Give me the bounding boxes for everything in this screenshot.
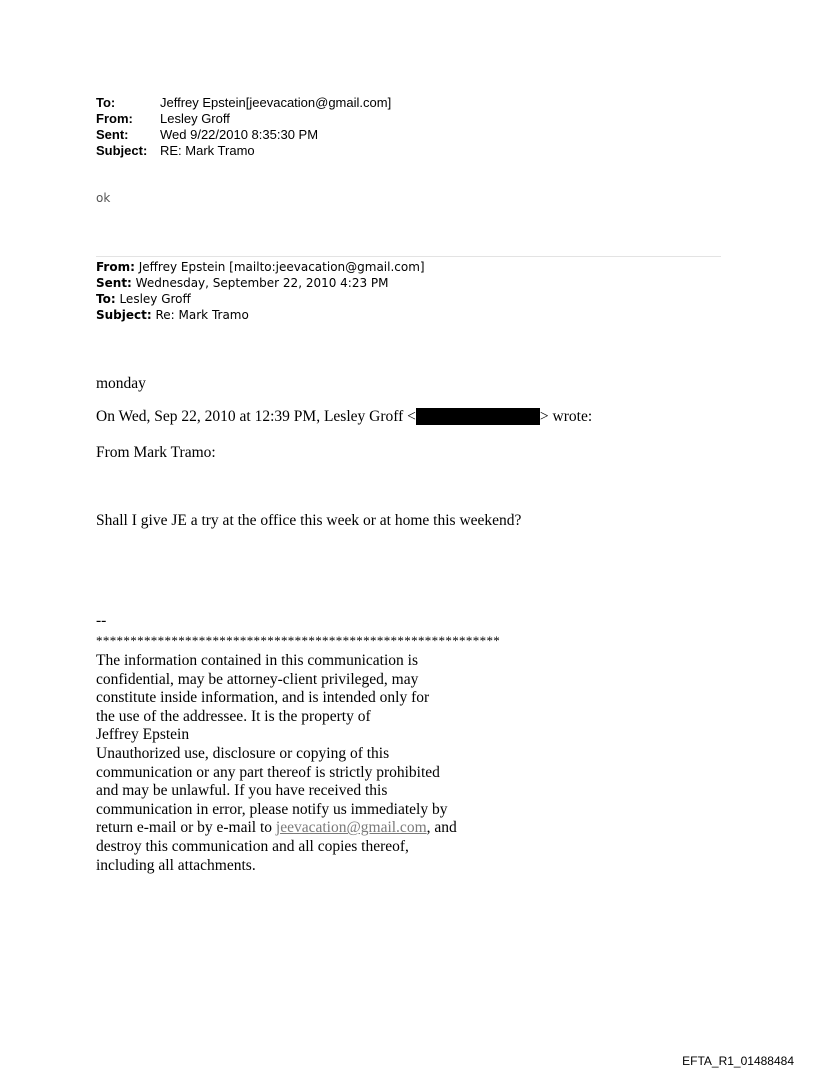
disclaimer-line: constitute inside information, and is intended only for [96,689,430,707]
confidentiality-disclaimer [96,652,496,875]
quote-divider [96,256,721,257]
signature-stars: *********************************************************** [96,633,501,648]
from-value: Lesley Groff [160,111,230,126]
disclaimer-line: Unauthorized use, disclosure or copying of this [96,744,390,762]
quoted-from-label: From: [96,260,135,274]
redaction-box [416,408,540,425]
quoted-sent-label: Sent: [96,276,132,290]
quoted-sent-row [96,275,425,291]
disclaimer-line: confidential, may be attorney-client privileged, may [96,670,419,688]
from-label: From: [96,111,133,126]
to-value: Jeffrey Epstein[jeevacation@gmail.com] [160,95,392,110]
email-link[interactable]: jeevacation@gmail.com [275,819,427,837]
signature-dashes: -- [96,612,107,629]
disclaimer-line: communication in error, please notify us immediately by [96,800,448,818]
quoted-to-label: To: [96,292,116,306]
disclaimer-line: The information contained in this communication is [96,652,418,669]
disclaimer-line: and may be unlawful. If you have received this [96,782,388,800]
disclaimer-line: including all attachments. [96,856,256,874]
disclaimer-line: communication or any part thereof is strictly prohibited [96,763,440,781]
question-line: Shall I give JE a try at the office this week or at home this weekend? [96,512,522,529]
disclaimer-line: the use of the addressee. It is the property of [96,707,371,725]
bates-number: EFTA_R1_01488484 [682,1054,794,1068]
quoted-monday-text: monday [96,375,146,392]
header-from-row [96,111,391,127]
quoted-sent-value: Wednesday, September 22, 2010 4:23 PM [131,276,389,290]
return-prefix: return e-mail or by e-mail to [96,819,276,837]
return-suffix: , and [426,819,457,837]
quoted-subject-value: Re: Mark Tramo [151,308,249,322]
header-subject-row [96,143,391,159]
reply-body: ok [96,191,111,205]
disclaimer-line: destroy this communication and all copies thereof, [96,837,409,855]
quoted-subject-row [96,307,425,323]
to-label: To: [96,95,116,110]
attribution-prefix: On Wed, Sep 22, 2010 at 12:39 PM, Lesley Groff < [96,408,416,425]
subject-label: Subject: [96,143,148,158]
quoted-attribution-line [96,408,592,426]
quoted-from-value: Jeffrey Epstein [mailto:jeevacation@gmail.com] [134,260,425,274]
from-mark-line: From Mark Tramo: [96,444,216,461]
disclaimer-line: Jeffrey Epstein [96,726,190,744]
quoted-header [96,259,425,323]
header-to-row [96,95,391,111]
email-header [96,95,391,159]
quoted-from-row [96,259,425,275]
disclaimer-return-line [96,819,496,838]
quoted-subject-label: Subject: [96,308,152,322]
sent-value: Wed 9/22/2010 8:35:30 PM [160,127,319,142]
quoted-to-row [96,291,425,307]
sent-label: Sent: [96,127,129,142]
header-sent-row [96,127,391,143]
subject-value: RE: Mark Tramo [160,143,255,158]
attribution-suffix: > wrote: [539,408,593,425]
quoted-to-value: Lesley Groff [115,292,191,306]
